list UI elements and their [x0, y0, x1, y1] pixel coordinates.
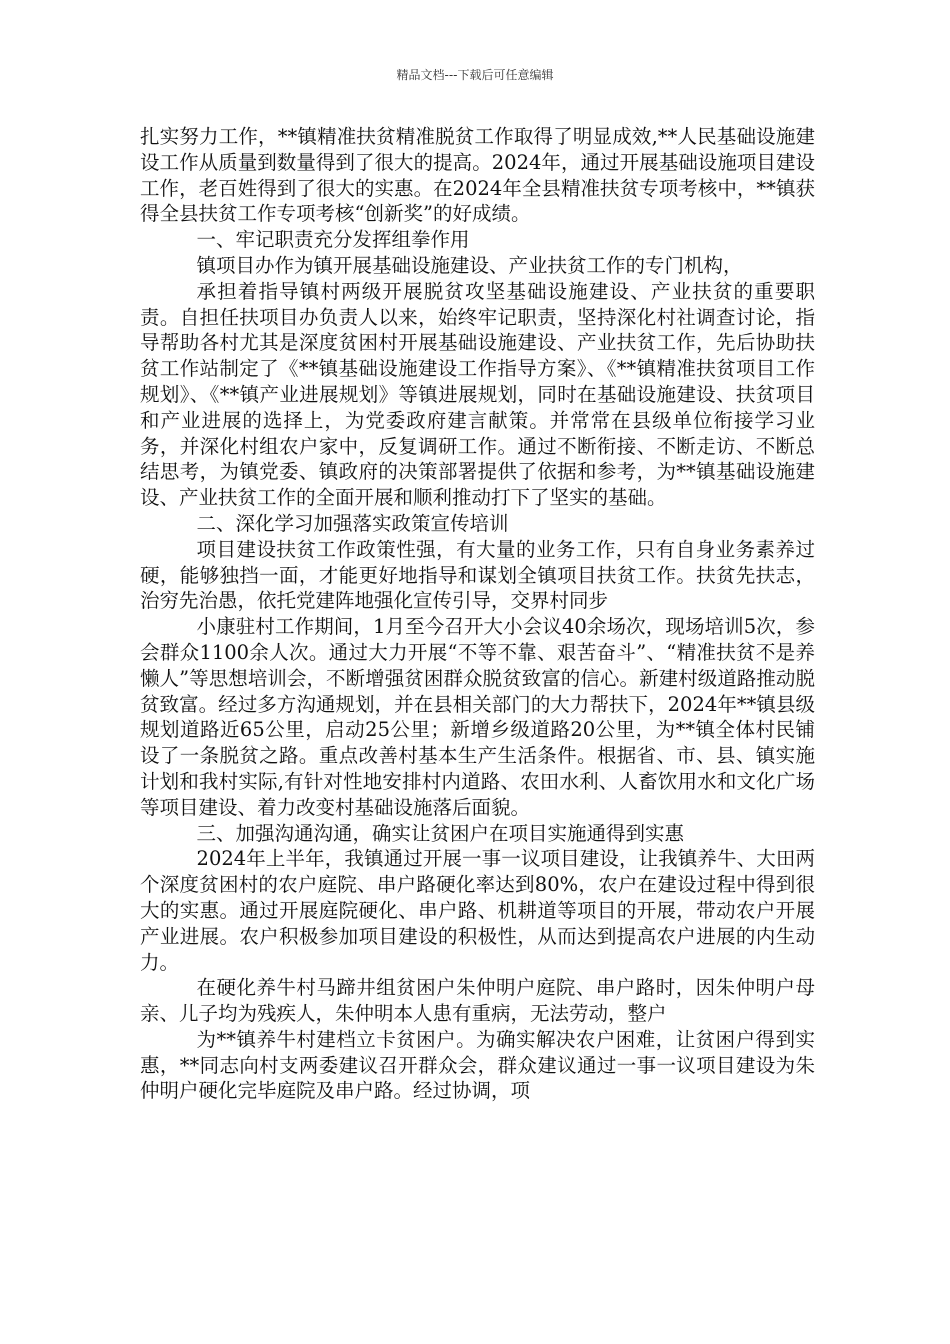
document-body: [140, 124, 815, 1104]
paragraph: 为**镇养牛村建档立卡贫困户。为确实解决农户困难，让贫困户得到实惠，**同志向村支两委建议召开群众会，群众建议通过一事一议项目建设为朱仲明户硬化完毕庭院及串户路。经过协调，项: [140, 1027, 815, 1103]
paragraph: 扎实努力工作，**镇精准扶贫精准脱贫工作取得了明显成效,**人民基础设施建设工作从质量到数量得到了很大的提高。2024年，通过开展基础设施项目建设工作，老百姓得到了很大的实惠。在2024年全县精准扶贫专项考核中，**镇获得全县扶贫工作专项考核“创新奖”的好成绩。: [140, 125, 815, 226]
paragraph: 小康驻村工作期间，1月至今召开大小会议40余场次，现场培训5次，参会群众1100余人次。通过大力开展“不等不靠、艰苦奋斗”、“精准扶贫不是养懒人”等思想培训会，不断增强贫困群众脱贫致富的信心。新建村级道路推动脱贫致富。经过多方沟通规划，并在县相关部门的大力帮扶下，2024年**镇县级规划道路近65公里，启动25公里；新增乡级道路20公里，为**镇全体村民铺设了一条脱贫之路。重点改善村基本生产生活条件。根据省、市、县、镇实施计划和我村实际,有针对性地安排村内道路、农田水利、人畜饮用水和文化广场等项目建设、着力改变村基础设施落后面貌。: [140, 615, 815, 819]
page-header: 精品文档---下载后可任意编辑: [396, 68, 554, 82]
paragraph: 项目建设扶贫工作政策性强，有大量的业务工作，只有自身业务素养过硬，能够独挡一面，才能更好地指导和谋划全镇项目扶贫工作。扶贫先扶志，治穷先治愚，依托党建阵地强化宣传引导，交界村同步: [140, 537, 815, 613]
section-heading: 一、牢记职责充分发挥组拳作用: [196, 228, 470, 252]
section-heading: 三、加强沟通沟通，确实让贫困户在项目实施通得到实惠: [196, 821, 685, 845]
paragraph: 镇项目办作为镇开展基础设施建设、产业扶贫工作的专门机构，: [196, 253, 743, 277]
section-heading: 二、深化学习加强落实政策宣传培训: [196, 511, 509, 535]
paragraph: 2024年上半年，我镇通过开展一事一议项目建设，让我镇养牛、大田两个深度贫困村的农户庭院、串户路硬化率达到80%，农户在建设过程中得到很大的实惠。通过开展庭院硬化、串户路、机耕道等项目的开展，带动农户开展产业进展。农户积极参加项目建设的积极性，从而达到提高农户进展的内生动力。: [140, 847, 815, 974]
paragraph: 在硬化养牛村马蹄井组贫困户朱仲明户庭院、串户路时，因朱仲明户母亲、儿子均为残疾人，朱仲明本人患有重病，无法劳动，整户: [140, 976, 815, 1026]
paragraph: 承担着指导镇村两级开展脱贫攻坚基础设施建设、产业扶贫的重要职责。自担任扶项目办负责人以来，始终牢记职责，坚持深化村社调查讨论，指导帮助各村尤其是深度贫困村开展基础设施建设、产业扶贫工作，先后协助扶贫工作站制定了《**镇基础设施建设工作指导方案》、《**镇精准扶贫项目工作规划》、《**镇产业进展规划》等镇进展规划，同时在基础设施建设、扶贫项目和产业进展的选择上，为党委政府建言献策。并常常在县级单位衔接学习业务，并深化村组农户家中，反复调研工作。通过不断衔接、不断走访、不断总结思考，为镇党委、镇政府的决策部署提供了依据和参考，为**镇基础设施建设、产业扶贫工作的全面开展和顺利推动打下了坚实的基础。: [140, 279, 815, 510]
